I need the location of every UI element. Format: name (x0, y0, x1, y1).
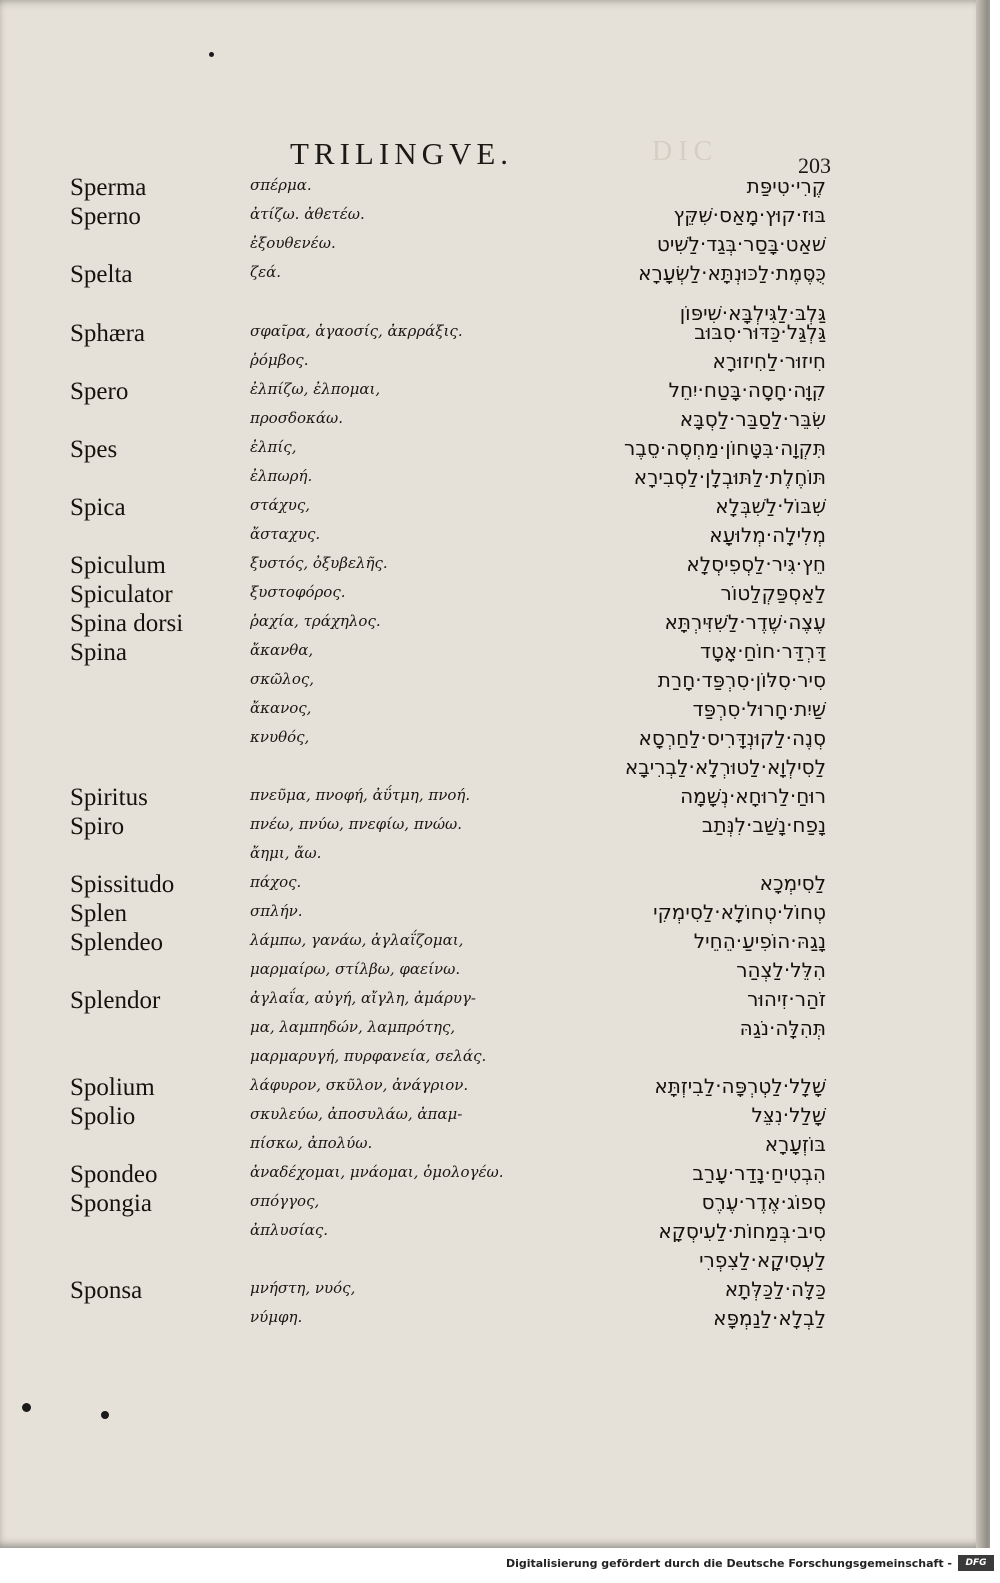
entry-row (0, 1306, 976, 1335)
latin-headword: Spolium (70, 1074, 155, 1101)
hebrew-equivalent: סְפוֹג·אֶדֶר·עֶרֶס (701, 1190, 826, 1214)
hebrew-equivalent: נָפַח·נָשַׁב·לִנְּתַב (701, 813, 826, 837)
latin-headword: Splendor (70, 987, 161, 1014)
greek-equivalent: ῥόμβος. (250, 351, 309, 369)
hebrew-equivalent: תִּקְוָה·בִּטָּחוֹן·מַחְסֶה·סֵבֶר (624, 436, 826, 460)
footer-bar (0, 1548, 1000, 1583)
ink-speck (22, 1403, 31, 1412)
entry-row (0, 813, 976, 842)
running-head: TRILINGVE. (290, 136, 514, 171)
latin-headword: Sperma (70, 174, 147, 201)
greek-equivalent: μαρμαίρω, στίλβω, φαείνω. (250, 960, 461, 978)
hebrew-equivalent: שָׁלַל·נִצֵּל (751, 1103, 826, 1127)
greek-equivalent: πίσκω, ἀπολύω. (250, 1134, 373, 1152)
entry-row (0, 697, 976, 726)
greek-equivalent: ἀγλαΐα, αὐγή, αἴγλη, ἀμάρυγ- (250, 989, 476, 1007)
hebrew-equivalent: כֻּסֶּמֶת·לַכּוּנְתָּא·לַשְׂעָרָא (638, 261, 826, 285)
greek-equivalent: ἐξουθενέω. (250, 234, 336, 252)
entry-row (0, 494, 976, 523)
hebrew-equivalent: טְחוֹל·טְחוֹלָא·לַסִימְקִי (653, 900, 826, 924)
hebrew-equivalent: דַּרְדַּר·חוֹחַ·אָטָד (700, 639, 826, 663)
greek-equivalent: πνέω, πνύω, πνεφίω, πνώω. (250, 815, 463, 833)
latin-headword: Sphæra (70, 320, 145, 347)
hebrew-equivalent: שִׁבּוֹל·לַשִׁבְּלָא (715, 494, 826, 518)
greek-equivalent: σπλήν. (250, 902, 303, 920)
entry-row (0, 407, 976, 436)
hebrew-equivalent: הִבְטִיחַ·נָדַר·עָרַב (692, 1161, 826, 1185)
hebrew-equivalent: שָׁלָל·לַטְרְפָּה·לַבִיזְתָּא (654, 1074, 826, 1098)
entry-row (0, 1277, 976, 1306)
greek-equivalent: σκυλεύω, ἀποσυλάω, ἀπαμ- (250, 1105, 463, 1123)
entry-row (0, 1132, 976, 1161)
entry-row (0, 1045, 976, 1074)
latin-headword: Spina dorsi (70, 610, 184, 637)
greek-equivalent: ἄημι, ἄω. (250, 844, 322, 862)
entry-row (0, 523, 976, 552)
greek-equivalent: μαρμαρυγή, πυρφανεία, σελάς. (250, 1047, 487, 1065)
greek-equivalent: ἄκανθα, (250, 641, 314, 659)
show-through-text: DIC (652, 136, 719, 167)
greek-equivalent: μα, λαμπηδών, λαμπρότης, (250, 1018, 456, 1036)
greek-equivalent: μνήστη, νυός, (250, 1279, 356, 1297)
hebrew-equivalent: גַּלְבּ·לַגִּילְבָּא·שִׁיפּוֹן (679, 301, 826, 325)
entry-row (0, 755, 976, 784)
entry-row (0, 174, 976, 203)
entry-row (0, 871, 976, 900)
hebrew-equivalent: לַסִימְכָא (759, 871, 826, 895)
dfg-logo: DFG (958, 1555, 994, 1571)
entry-row (0, 900, 976, 929)
hebrew-equivalent: קֶרִי·טִיפַּת (746, 174, 826, 198)
hebrew-equivalent: עֶצֶה·שֶׁדֶר·לַשִׁזִּירְתָּא (664, 610, 826, 634)
entry-row (0, 1248, 976, 1277)
hebrew-equivalent: זֹהַר·זִיהוּר (747, 987, 826, 1011)
hebrew-equivalent: לַאַסְפַּקְלַטוֹר (720, 581, 826, 605)
entry-row (0, 929, 976, 958)
latin-headword: Spiculator (70, 581, 173, 608)
greek-equivalent: ἐλπωρή. (250, 467, 313, 485)
entry-row (0, 610, 976, 639)
hebrew-equivalent: רוּחַ·לַרוּחָא·נְשָׁמָה (680, 784, 826, 808)
entry-row (0, 1103, 976, 1132)
latin-headword: Splen (70, 900, 127, 927)
greek-equivalent: κνυθός, (250, 728, 310, 746)
hebrew-equivalent: נָגַהּ·הוֹפִיעַ·הֵחֵיל (693, 929, 826, 953)
entry-row (0, 1016, 976, 1045)
entry-row (0, 639, 976, 668)
hebrew-equivalent: כַּלָּה·לַכַּלְּתָא (724, 1277, 826, 1301)
hebrew-equivalent: שִׂבֵּר·לַסַבַּר·לַסְבָּא (679, 407, 826, 431)
greek-equivalent: ἀτίζω. ἀθετέω. (250, 205, 365, 223)
entry-row (0, 203, 976, 232)
greek-equivalent: ῥαχία, τράχηλος. (250, 612, 381, 630)
hebrew-equivalent: הִלֵּל·לַצְהַר (736, 958, 826, 982)
entry-row (0, 1161, 976, 1190)
latin-headword: Spina (70, 639, 127, 666)
hebrew-equivalent: מְלִילָה·מְלוּעָא (709, 523, 826, 547)
entry-row (0, 552, 976, 581)
entry-row (0, 436, 976, 465)
hebrew-equivalent: שׁאַט·בָּסַר·בְּגַד·לַשִׁיט (656, 232, 826, 256)
latin-headword: Spes (70, 436, 118, 463)
greek-equivalent: σκῶλος, (250, 670, 315, 688)
entry-row (0, 1074, 976, 1103)
latin-headword: Spissitudo (70, 871, 175, 898)
greek-equivalent: ἀπλυσίας. (250, 1221, 329, 1239)
greek-equivalent: ξυστός, ὀξυβελῆς. (250, 554, 388, 572)
hebrew-equivalent: בּוֹזְעָרָא (764, 1132, 826, 1156)
latin-headword: Sperno (70, 203, 141, 230)
entry-row (0, 349, 976, 378)
entry-row (0, 958, 976, 987)
greek-equivalent: πνεῦμα, πνοφή, ἀΰτμη, πνοή. (250, 786, 471, 804)
hebrew-equivalent: לַעְסִיקָא·לַצִפְרִי (699, 1248, 826, 1272)
entry-row (0, 465, 976, 494)
entry-row (0, 784, 976, 813)
latin-headword: Spica (70, 494, 126, 521)
latin-headword: Sponsa (70, 1277, 143, 1304)
entry-row (0, 842, 976, 871)
greek-equivalent: λάφυρον, σκῦλον, ἀνάγριον. (250, 1076, 469, 1094)
hebrew-equivalent: שַׁיִת·חָרוּל·סִרְפַּד (692, 697, 826, 721)
latin-headword: Spondeo (70, 1161, 158, 1188)
hebrew-equivalent: תְּהִלָּה·נֹגַהּ (739, 1016, 826, 1040)
greek-equivalent: ζεά. (250, 263, 282, 281)
latin-headword: Spelta (70, 261, 133, 288)
greek-equivalent: ξυστοφόρος. (250, 583, 346, 601)
greek-equivalent: ἐλπίζω, ἐλπομαι, (250, 380, 381, 398)
entry-row (0, 1219, 976, 1248)
hebrew-equivalent: לַסִילְוָא·לַטוּרְלָא·לַבְרִיבָא (624, 755, 826, 779)
greek-equivalent: σπέρμα. (250, 176, 312, 194)
hebrew-equivalent: סְנֶה·לַקוּנְדָּרִיס·לַחַרְסָא (638, 726, 826, 750)
greek-equivalent: νύμφη. (250, 1308, 303, 1326)
entry-row (0, 726, 976, 755)
hebrew-equivalent: גַּלְגַּל·כַּדּוּר·סִבּוּב (694, 320, 826, 344)
greek-equivalent: πάχος. (250, 873, 302, 891)
entry-row (0, 261, 976, 290)
greek-equivalent: στάχυς, (250, 496, 311, 514)
greek-equivalent: ἀναδέχομαι, μνάομαι, ὁμολογέω. (250, 1163, 504, 1181)
hebrew-equivalent: חִיזוּר·לַחִיזוּרָא (712, 349, 826, 373)
entry-row (0, 320, 976, 349)
entry-row (0, 987, 976, 1016)
hebrew-equivalent: סִיר·סִלּוֹן·סִרְפַּד·חָרַת (657, 668, 826, 692)
ink-speck (101, 1411, 109, 1419)
latin-headword: Spiculum (70, 552, 166, 579)
entry-row (0, 232, 976, 261)
hebrew-equivalent: בּוּז·קוּץ·מָאַס·שִׁקֵּץ (673, 203, 826, 227)
greek-equivalent: ἐλπίς, (250, 438, 297, 456)
greek-equivalent: σφαῖρα, ἀγαοσίς, ἀκρράξις. (250, 322, 463, 340)
latin-headword: Splendeo (70, 929, 164, 956)
funding-credit: Digitalisierung gefördert durch die Deutsche Forschungsgemeinschaft - (505, 1557, 952, 1570)
latin-headword: Spongia (70, 1190, 152, 1217)
greek-equivalent: προσδοκάω. (250, 409, 343, 427)
hebrew-equivalent: קִוָּה·חָסָה·בָּטַח·יִחֵל (668, 378, 826, 402)
hebrew-equivalent: סִיב·בְּמַחוֹת·לַעִיסְקָא (658, 1219, 826, 1243)
page-number: 203 (798, 153, 831, 178)
hebrew-equivalent: תּוֹחֶלֶת·לַתּוּבְלָן·לַסְבִירָא (633, 465, 826, 489)
entry-row (0, 581, 976, 610)
latin-headword: Spiritus (70, 784, 148, 811)
greek-equivalent: σπόγγος, (250, 1192, 320, 1210)
entry-row (0, 668, 976, 697)
greek-equivalent: ἄσταχυς. (250, 525, 321, 543)
latin-headword: Spero (70, 378, 129, 405)
hebrew-equivalent: חֵץ·גִּיר·לַסְפִיסְלָא (686, 552, 826, 576)
hebrew-equivalent: לַבְלָא·לַנַמְפָּא (713, 1306, 826, 1330)
ink-speck (209, 52, 214, 57)
greek-equivalent: λάμπω, γανάω, ἀγλαΐζομαι, (250, 931, 464, 949)
page-edge (976, 0, 988, 1548)
entry-row (0, 378, 976, 407)
latin-headword: Spiro (70, 813, 125, 840)
greek-equivalent: ἄκανος, (250, 699, 312, 717)
latin-headword: Spolio (70, 1103, 136, 1130)
entry-row (0, 1190, 976, 1219)
